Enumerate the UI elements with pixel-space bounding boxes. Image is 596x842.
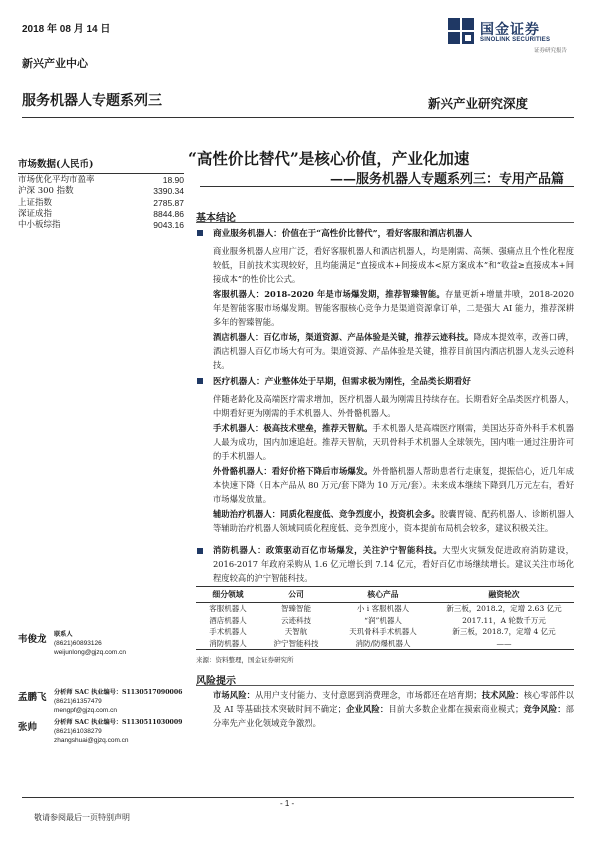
risk-paragraph: 市场风险：从用户支付能力、支付意愿到消费理念，市场都还在培育期；技术风险：核心零部件以及 AI 等基础技术突破时间不确定；企业风险：目前大多数企业都在摸索商业模式；竞争风险：部分率先产业化领域竞争激烈。 [213, 690, 574, 729]
report-title: “高性价比替代”是核心价值，产业化加速 [188, 149, 470, 168]
company-table [196, 586, 574, 650]
surgery-paragraph: 手术机器人：极高技术壁垒，推荐天智航。手术机器人是高端医疗刚需，美国达芬奇外科手术机器人最为成功，国内加速追赶。推荐天智航，天玑骨科手术机器人全球领先，国内唯一通过注册许可的手术机器人。 [213, 423, 574, 462]
analyst-phone: (8621)61357479 [54, 697, 102, 705]
firefighting-paragraph: 消防机器人：政策驱动百亿市场爆发，关注沪宁智能科技。大型火灾频发促进政府消防建设，2016-2017 年政府采购从 1.6 亿元增长到 7.14 亿元，看好百亿市场继续增长。建议关注市场化程度较高的沪宁智能科技。 [213, 545, 574, 584]
table-cell: 酒店机器人 [209, 615, 247, 625]
commercial-heading: 商业服务机器人：价值在于“高性价比替代”，看好客服和酒店机器人 [213, 229, 473, 239]
market-row [18, 175, 184, 186]
section-basic-conclusion: 基本结论 [196, 213, 236, 224]
table-header: 核心产品 [332, 587, 434, 603]
market-value: 18.90 [162, 175, 184, 185]
market-label: 上证指数 [18, 197, 53, 208]
header-divider [22, 117, 574, 118]
analyst-name: 张帅 [18, 722, 38, 733]
market-value: 3390.34 [153, 186, 184, 197]
table-row [196, 638, 574, 650]
market-row [18, 186, 184, 197]
market-label: 中小板综指 [18, 220, 61, 231]
market-value: 9043.16 [153, 220, 184, 231]
report-subtitle: ——服务机器人专题系列三：专用产品篇 [330, 172, 565, 187]
logo-name-en: SINOLINK SECURITIES [480, 37, 551, 43]
analyst-role: 分析师 SAC 执业编号：S1130517090006 [54, 689, 183, 696]
table-cell: 天智航 [284, 627, 308, 636]
analyst-phone: (8621)61038279 [54, 727, 102, 735]
customer-service-paragraph: 客服机器人：2018-2020 年是市场爆发期，推荐智臻智能。存量更新+增量井喷，2018-2020 年是智能客服市场爆发期。智能客服核心竞争力是渠道资源拿订单，二是强大 AI 能力，推荐深耕多年的智臻智能。 [213, 289, 574, 328]
medical-heading: 医疗机器人：产业整体处于早期，但需求极为刚性，全品类长期看好 [213, 377, 471, 387]
table-cell: 手术机器人 [209, 627, 247, 636]
table-cell: 沪宁智能科技 [260, 638, 332, 650]
bullet-icon [197, 230, 203, 236]
market-label: 沪深 300 指数 [18, 186, 74, 197]
table-row [196, 603, 574, 615]
table-cell: 消防机器人 [196, 638, 260, 650]
table-cell: 客服机器人 [209, 604, 247, 613]
hotel-paragraph: 酒店机器人：百亿市场，渠道资源、产品体验是关键，推荐云迹科技。降成本提效率，改善口碑，酒店机器人百亿市场大有可为。渠道资源、产品体验是关键，推荐目前国内酒店机器人龙头云迹科技。 [213, 332, 574, 371]
market-row [18, 220, 184, 231]
logo-mark-icon [448, 18, 474, 44]
analyst-email[interactable]: mengpf@gjzq.com.cn [54, 706, 117, 714]
analyst-name: 韦俊龙 [18, 634, 47, 645]
medical-paragraph: 伴随老龄化及高端医疗需求增加，医疗机器人最为刚需且持续存在。长期看好全品类医疗机器人，中期看好更为刚需的手术机器人、外骨骼机器人。 [213, 394, 574, 419]
aux-therapy-paragraph: 辅助治疗机器人：同质化程度低、竞争烈度小，投资机会多。胶囊胃镜、配药机器人、诊断机器人等辅助治疗机器人领域同质化程度低、竞争烈度小，资本提前布局机会较多，建议积极关注。 [213, 509, 574, 534]
table-row [196, 626, 574, 638]
analyst-role: 联系人 [54, 631, 73, 638]
analyst-card [18, 719, 188, 745]
series-title: 服务机器人专题系列三 [22, 93, 162, 109]
table-cell: 智臻智能 [281, 604, 311, 613]
report-type: 新兴产业研究深度 [428, 96, 529, 111]
company-logo [448, 18, 576, 56]
title-divider [200, 186, 574, 187]
research-center: 新兴产业中心 [22, 57, 88, 70]
table-header: 融资轮次 [434, 587, 574, 603]
market-data-title: 市场数据(人民币) [18, 159, 94, 170]
footer-divider [22, 797, 574, 798]
market-data-panel [18, 156, 184, 231]
table-header-row [196, 587, 574, 603]
table-cell: 新三板，2018.7，定增 4 亿元 [452, 627, 556, 636]
table-source: 来源：资料整理，国金证券研究所 [196, 656, 294, 664]
table-cell: 消防/防爆机器人 [332, 638, 434, 650]
section-divider [196, 685, 574, 686]
section-divider [196, 222, 574, 223]
market-row [18, 209, 184, 220]
table-cell: 云迹科技 [281, 615, 311, 625]
logo-subtitle: 证券研究报告 [534, 48, 568, 54]
analyst-name: 孟鹏飞 [18, 692, 47, 703]
table-header: 公司 [260, 587, 332, 603]
section-risk: 风险提示 [196, 676, 236, 687]
bullet-icon [197, 378, 203, 384]
market-label: 深证成指 [18, 208, 53, 219]
table-cell: 2017.11，A 轮数千万元 [462, 615, 546, 625]
bullet-icon [197, 548, 203, 554]
logo-name-cn: 国金证券 [480, 21, 540, 37]
market-value: 8844.86 [153, 208, 184, 219]
table-cell: 新三板，2018.2，定增 2.63 亿元 [446, 604, 562, 613]
table-cell: “润”机器人 [364, 615, 402, 625]
table-cell: 天玑骨科手术机器人 [349, 627, 417, 636]
footer-disclaimer: 敬请参阅最后一页特别声明 [34, 813, 130, 822]
table-header: 细分领域 [196, 587, 260, 603]
page-number: - 1 - [280, 799, 295, 808]
market-label: 市场优化平均市盈率 [18, 175, 95, 185]
analyst-card [18, 689, 188, 715]
analyst-card [18, 631, 188, 657]
report-date: 2018 年 08 月 14 日 [22, 24, 111, 35]
table-cell: 小 i 客服机器人 [356, 604, 410, 613]
table-cell: —— [434, 638, 574, 650]
analyst-phone: (8621)60893126 [54, 639, 102, 647]
market-value: 2785.87 [153, 197, 184, 208]
analyst-email[interactable]: weijunlong@gjzq.com.cn [54, 648, 126, 656]
analyst-role: 分析师 SAC 执业编号：S1130511030009 [54, 719, 183, 726]
market-divider [18, 173, 184, 174]
table-row [196, 615, 574, 627]
analyst-email[interactable]: zhangshuai@gjzq.com.cn [54, 736, 129, 744]
commercial-paragraph: 商业服务机器人应用广泛，看好客服机器人和酒店机器人，均是刚需、高频、强痛点且个性化程度较低，目前技术实现较好，且均能满足“直接成本+间接成本<原方案成本”和“收益≥直接成本+间接成本”的性价比公式。 [213, 246, 574, 285]
exoskeleton-paragraph: 外骨骼机器人：看好价格下降后市场爆发。外骨骼机器人帮助患者行走康复，提振信心，近几年成本快速下降（日本产品从 80 万元/套下降为 10 万元/套）。未来成本继续下降到几万元左右，看好市场爆发放量。 [213, 466, 574, 505]
market-row [18, 198, 184, 209]
